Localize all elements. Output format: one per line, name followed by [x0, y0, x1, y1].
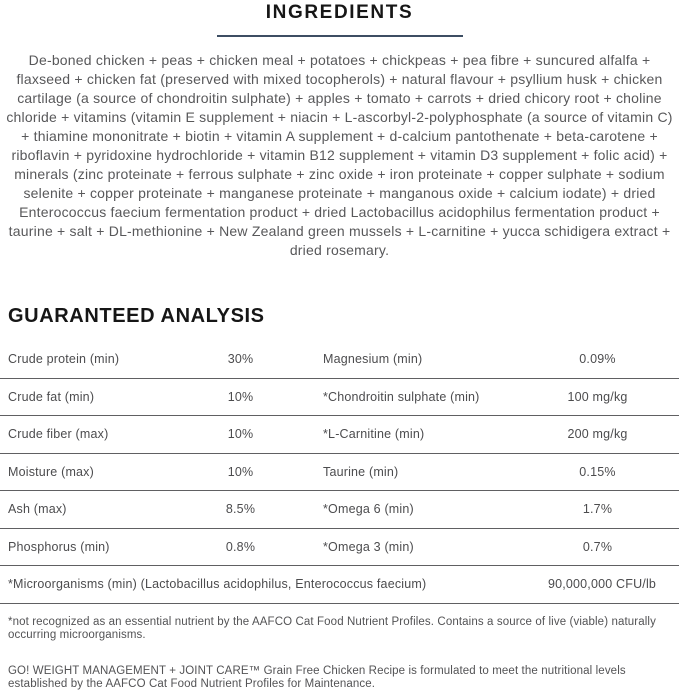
nutrient-label: *Omega 3 (min) [323, 539, 414, 554]
nutrient-value: 0.09% [579, 352, 616, 367]
nutrient-value: 10% [227, 427, 254, 442]
ingredients-text: De-boned chicken + peas + chicken meal + potatoes + chickpeas + pea fibre + suncured alfalfa + flaxseed + chicken fat (preserved with mixed tocopherols) + natural flavour + psyllium husk + chicken cartilage (a source of chondroitin sulphate) + apples + tomato + carrots + dried chicory root + choline chloride + vitamins (vitamin E supplement + niacin + L-ascorbyl-2-polyphosphate (a source of vitamin C) + thiamine mononitrate + biotin + vitamin A supplement + d-calcium pantothenate + beta-carotene + riboflavin + pyridoxine hydrochloride + vitamin B12 supplement + vitamin D3 supplement + folic acid) + minerals (zinc proteinate + ferrous sulphate + zinc oxide + iron proteinate + copper sulphate + sodium selenite + copper proteinate + manganese proteinate + manganous oxide + calcium iodate) + dried Enterococcus faecium fermentation product + dried Lactobacillus acidophilus fermentation product + taurine + salt + DL-methionine + New Zealand green mussels + L-carnitine + yucca schidigera extract + dried rosemary. [6, 52, 673, 258]
nutrient-label: Magnesium (min) [323, 352, 423, 367]
title-underline [217, 35, 463, 37]
asterisk-footnote: *not recognized as an essential nutrient by the AAFCO Cat Food Nutrient Profiles. Contains a source of live (viable) naturally occurring microorganisms. [8, 615, 656, 641]
guaranteed-analysis-title: GUARANTEED ANALYSIS [8, 305, 265, 327]
table-row [0, 341, 679, 379]
nutrient-value: 30% [227, 352, 254, 367]
nutrient-label: *Microorganisms (min) (Lactobacillus acidophilus, Enterococcus faecium) [8, 577, 427, 592]
guaranteed-analysis-section [0, 305, 679, 692]
nutrient-label: Crude fat (min) [8, 389, 95, 404]
nutrient-label: *Chondroitin sulphate (min) [323, 389, 480, 404]
guaranteed-analysis-table [0, 341, 679, 604]
nutrient-value: 200 mg/kg [567, 427, 628, 442]
nutrient-label: Moisture (max) [8, 464, 94, 479]
nutrient-value: 10% [227, 389, 254, 404]
nutrient-label: *Omega 6 (min) [323, 502, 414, 517]
aafco-statement: GO! WEIGHT MANAGEMENT + JOINT CARE™ Grain Free Chicken Recipe is formulated to meet the nutritional levels established by the AAFCO Cat Food Nutrient Profiles for Maintenance. [8, 664, 626, 690]
ingredients-title: INGREDIENTS [265, 2, 414, 23]
nutrient-label: Crude protein (min) [8, 352, 120, 367]
table-row [0, 379, 679, 417]
table-row [0, 454, 679, 492]
nutrient-label: Ash (max) [8, 502, 67, 517]
nutrient-value: 100 mg/kg [567, 389, 628, 404]
nutrient-label: Phosphorus (min) [8, 539, 110, 554]
product-label [0, 2, 679, 690]
table-row [0, 491, 679, 529]
table-row [0, 529, 679, 567]
nutrient-label: Taurine (min) [323, 464, 399, 479]
table-row [0, 416, 679, 454]
nutrient-label: Crude fiber (max) [8, 427, 109, 442]
nutrient-value: 0.8% [225, 539, 256, 554]
nutrient-value: 10% [227, 464, 254, 479]
nutrient-value: 0.15% [579, 464, 616, 479]
nutrient-value: 0.7% [582, 539, 613, 554]
nutrient-value: 90,000,000 CFU/lb [547, 577, 657, 592]
nutrient-value: 1.7% [582, 502, 613, 517]
table-row-microorganisms [0, 566, 679, 604]
nutrient-label: *L-Carnitine (min) [323, 427, 425, 442]
nutrient-value: 8.5% [225, 502, 256, 517]
